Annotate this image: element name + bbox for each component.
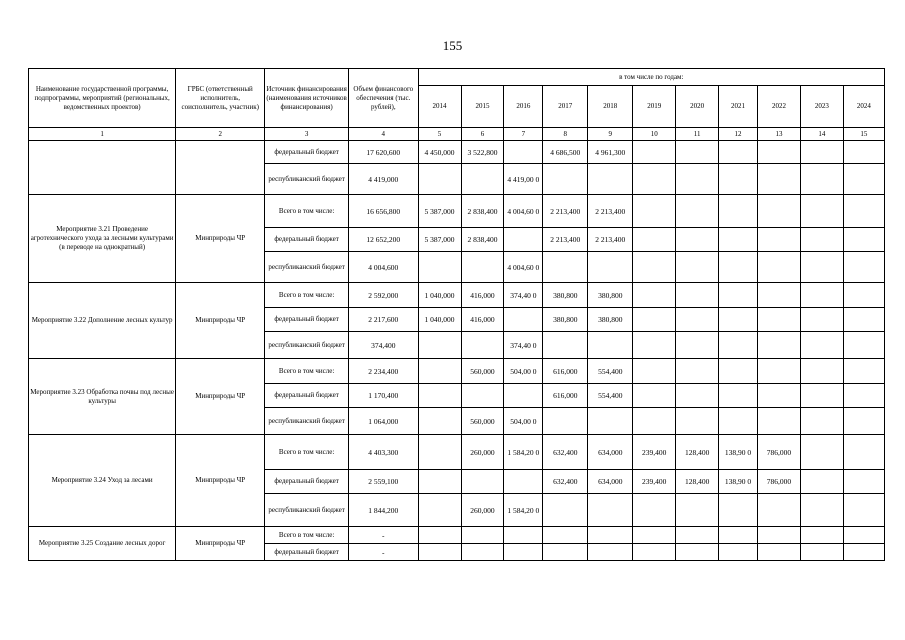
year-value-cell bbox=[800, 228, 843, 252]
year-value-cell: 560,000 bbox=[461, 359, 504, 384]
header-year: 2020 bbox=[676, 86, 719, 128]
year-value-cell bbox=[504, 544, 543, 561]
year-value-cell: 416,000 bbox=[461, 283, 504, 308]
year-value-cell bbox=[633, 141, 676, 164]
column-number: 13 bbox=[757, 128, 800, 141]
year-value-cell: 632,400 bbox=[543, 470, 588, 494]
year-value-cell bbox=[843, 164, 884, 195]
year-value-cell: 374,40 0 bbox=[504, 332, 543, 359]
year-value-cell: 239,400 bbox=[633, 470, 676, 494]
year-value-cell bbox=[757, 494, 800, 527]
year-value-cell bbox=[418, 384, 461, 408]
year-value-cell: 5 387,000 bbox=[418, 228, 461, 252]
year-value-cell bbox=[843, 384, 884, 408]
total-cell: 4 419,000 bbox=[349, 164, 419, 195]
year-value-cell bbox=[418, 252, 461, 283]
total-cell: 1 170,400 bbox=[349, 384, 419, 408]
year-value-cell bbox=[676, 332, 719, 359]
year-value-cell: 554,400 bbox=[588, 359, 633, 384]
header-year: 2017 bbox=[543, 86, 588, 128]
year-value-cell bbox=[719, 195, 758, 228]
year-value-cell bbox=[719, 283, 758, 308]
header-year: 2015 bbox=[461, 86, 504, 128]
year-value-cell bbox=[719, 252, 758, 283]
grbs-cell: Минприроды ЧР bbox=[176, 435, 265, 527]
year-value-cell bbox=[504, 527, 543, 544]
source-cell: Всего в том числе: bbox=[265, 195, 349, 228]
year-value-cell: 3 522,800 bbox=[461, 141, 504, 164]
year-value-cell: 4 419,00 0 bbox=[504, 164, 543, 195]
year-value-cell bbox=[800, 470, 843, 494]
header-year: 2024 bbox=[843, 86, 884, 128]
page-number: 155 bbox=[442, 38, 463, 53]
year-value-cell bbox=[418, 544, 461, 561]
year-value-cell bbox=[843, 252, 884, 283]
activity-name: Мероприятие 3.21 Проведение агротехнического ухода за лесными культурами (в переводе на однократный) bbox=[29, 195, 176, 283]
year-value-cell: 2 213,400 bbox=[543, 228, 588, 252]
year-value-cell bbox=[843, 359, 884, 384]
activity-name: Мероприятие 3.23 Обработка почвы под лесные культуры bbox=[29, 359, 176, 435]
year-value-cell: 632,400 bbox=[543, 435, 588, 470]
year-value-cell bbox=[504, 228, 543, 252]
header-year: 2019 bbox=[633, 86, 676, 128]
total-cell: 17 620,600 bbox=[349, 141, 419, 164]
year-value-cell bbox=[676, 544, 719, 561]
header-year: 2018 bbox=[588, 86, 633, 128]
year-value-cell bbox=[461, 527, 504, 544]
header-grbs: ГРБС (ответственный исполнитель, соисполнитель, участник) bbox=[176, 69, 265, 128]
year-value-cell bbox=[757, 408, 800, 435]
year-value-cell: 128,400 bbox=[676, 435, 719, 470]
year-value-cell bbox=[719, 384, 758, 408]
year-value-cell bbox=[757, 384, 800, 408]
year-value-cell bbox=[676, 527, 719, 544]
total-cell: 1 844,200 bbox=[349, 494, 419, 527]
year-value-cell bbox=[800, 141, 843, 164]
activity-name bbox=[29, 141, 176, 195]
year-value-cell bbox=[543, 332, 588, 359]
funding-table bbox=[28, 68, 885, 561]
source-cell: Всего в том числе: bbox=[265, 359, 349, 384]
total-cell: 1 064,000 bbox=[349, 408, 419, 435]
year-value-cell: 560,000 bbox=[461, 408, 504, 435]
year-value-cell bbox=[543, 408, 588, 435]
year-value-cell bbox=[757, 228, 800, 252]
total-cell: 16 656,800 bbox=[349, 195, 419, 228]
source-cell: Всего в том числе: bbox=[265, 527, 349, 544]
year-value-cell bbox=[676, 228, 719, 252]
year-value-cell bbox=[719, 164, 758, 195]
year-value-cell: 138,90 0 bbox=[719, 470, 758, 494]
year-value-cell bbox=[719, 544, 758, 561]
year-value-cell: 4 004,60 0 bbox=[504, 252, 543, 283]
year-value-cell bbox=[588, 527, 633, 544]
year-value-cell: 634,000 bbox=[588, 435, 633, 470]
year-value-cell bbox=[676, 308, 719, 332]
year-value-cell bbox=[461, 332, 504, 359]
year-value-cell bbox=[800, 359, 843, 384]
year-value-cell bbox=[800, 494, 843, 527]
year-value-cell bbox=[588, 332, 633, 359]
year-value-cell bbox=[800, 408, 843, 435]
year-value-cell bbox=[757, 544, 800, 561]
year-value-cell bbox=[843, 283, 884, 308]
year-value-cell: 4 004,60 0 bbox=[504, 195, 543, 228]
year-value-cell bbox=[719, 228, 758, 252]
year-value-cell bbox=[588, 408, 633, 435]
year-value-cell: 260,000 bbox=[461, 494, 504, 527]
column-number: 9 bbox=[588, 128, 633, 141]
year-value-cell bbox=[543, 527, 588, 544]
year-value-cell bbox=[633, 332, 676, 359]
year-value-cell bbox=[757, 283, 800, 308]
source-cell: республиканский бюджет bbox=[265, 252, 349, 283]
source-cell: федеральный бюджет bbox=[265, 544, 349, 561]
year-value-cell bbox=[588, 494, 633, 527]
year-value-cell bbox=[418, 470, 461, 494]
year-value-cell bbox=[843, 308, 884, 332]
year-value-cell bbox=[800, 544, 843, 561]
column-number: 5 bbox=[418, 128, 461, 141]
column-number: 10 bbox=[633, 128, 676, 141]
source-cell: республиканский бюджет bbox=[265, 332, 349, 359]
year-value-cell bbox=[504, 470, 543, 494]
year-value-cell bbox=[633, 408, 676, 435]
table-row bbox=[29, 141, 885, 164]
year-value-cell bbox=[757, 359, 800, 384]
year-value-cell bbox=[418, 359, 461, 384]
year-value-cell bbox=[418, 332, 461, 359]
table-row bbox=[29, 195, 885, 228]
total-cell: 4 403,300 bbox=[349, 435, 419, 470]
year-value-cell bbox=[504, 141, 543, 164]
source-cell: республиканский бюджет bbox=[265, 494, 349, 527]
column-number: 6 bbox=[461, 128, 504, 141]
year-value-cell: 1 584,20 0 bbox=[504, 435, 543, 470]
year-value-cell bbox=[504, 384, 543, 408]
header-total: Объем финансового обеспечения (тыс. рублей), bbox=[349, 69, 419, 128]
year-value-cell bbox=[757, 195, 800, 228]
year-value-cell: 138,90 0 bbox=[719, 435, 758, 470]
year-value-cell bbox=[800, 195, 843, 228]
year-value-cell bbox=[633, 527, 676, 544]
year-value-cell bbox=[843, 470, 884, 494]
year-value-cell bbox=[543, 544, 588, 561]
year-value-cell bbox=[633, 308, 676, 332]
total-cell: - bbox=[349, 544, 419, 561]
column-number: 7 bbox=[504, 128, 543, 141]
year-value-cell bbox=[676, 408, 719, 435]
year-value-cell bbox=[418, 494, 461, 527]
year-value-cell: 2 213,400 bbox=[588, 195, 633, 228]
source-cell: федеральный бюджет bbox=[265, 228, 349, 252]
year-value-cell: 128,400 bbox=[676, 470, 719, 494]
table-row bbox=[29, 359, 885, 384]
grbs-cell: Минприроды ЧР bbox=[176, 359, 265, 435]
header-year: 2021 bbox=[719, 86, 758, 128]
column-number: 2 bbox=[176, 128, 265, 141]
source-cell: федеральный бюджет bbox=[265, 141, 349, 164]
year-value-cell bbox=[418, 435, 461, 470]
year-value-cell bbox=[843, 494, 884, 527]
year-value-cell bbox=[843, 527, 884, 544]
year-value-cell bbox=[633, 384, 676, 408]
year-value-cell bbox=[676, 283, 719, 308]
year-value-cell: 1 584,20 0 bbox=[504, 494, 543, 527]
source-cell: республиканский бюджет bbox=[265, 408, 349, 435]
year-value-cell: 1 040,000 bbox=[418, 308, 461, 332]
year-value-cell bbox=[800, 527, 843, 544]
year-value-cell bbox=[843, 408, 884, 435]
year-value-cell: 260,000 bbox=[461, 435, 504, 470]
grbs-cell: Минприроды ЧР bbox=[176, 527, 265, 561]
year-value-cell bbox=[800, 384, 843, 408]
year-value-cell bbox=[843, 195, 884, 228]
year-value-cell: 380,800 bbox=[543, 308, 588, 332]
total-cell: 2 592,000 bbox=[349, 283, 419, 308]
year-value-cell: 2 838,400 bbox=[461, 228, 504, 252]
column-number: 3 bbox=[265, 128, 349, 141]
year-value-cell: 786,000 bbox=[757, 435, 800, 470]
year-value-cell bbox=[588, 544, 633, 561]
year-value-cell bbox=[757, 141, 800, 164]
year-value-cell bbox=[719, 527, 758, 544]
year-value-cell bbox=[543, 494, 588, 527]
year-value-cell bbox=[633, 359, 676, 384]
year-value-cell: 1 040,000 bbox=[418, 283, 461, 308]
year-value-cell bbox=[676, 359, 719, 384]
grbs-cell bbox=[176, 141, 265, 195]
year-value-cell bbox=[800, 332, 843, 359]
year-value-cell bbox=[843, 544, 884, 561]
year-value-cell bbox=[719, 408, 758, 435]
total-cell: 2 234,400 bbox=[349, 359, 419, 384]
year-value-cell bbox=[633, 228, 676, 252]
activity-name: Мероприятие 3.22 Дополнение лесных культур bbox=[29, 283, 176, 359]
source-cell: Всего в том числе: bbox=[265, 283, 349, 308]
total-cell: 2 217,600 bbox=[349, 308, 419, 332]
source-cell: федеральный бюджет bbox=[265, 384, 349, 408]
year-value-cell bbox=[800, 164, 843, 195]
header-year: 2022 bbox=[757, 86, 800, 128]
year-value-cell: 4 450,000 bbox=[418, 141, 461, 164]
year-value-cell: 374,40 0 bbox=[504, 283, 543, 308]
table-row bbox=[29, 435, 885, 470]
total-cell: 4 004,600 bbox=[349, 252, 419, 283]
year-value-cell bbox=[757, 164, 800, 195]
source-cell: Всего в том числе: bbox=[265, 435, 349, 470]
year-value-cell: 4 686,500 bbox=[543, 141, 588, 164]
year-value-cell bbox=[843, 141, 884, 164]
header-source: Источник финансирования (наименования источников финансирования) bbox=[265, 69, 349, 128]
activity-name: Мероприятие 3.25 Создание лесных дорог bbox=[29, 527, 176, 561]
table-row bbox=[29, 283, 885, 308]
year-value-cell bbox=[800, 435, 843, 470]
year-value-cell bbox=[504, 308, 543, 332]
year-value-cell bbox=[719, 308, 758, 332]
year-value-cell bbox=[633, 494, 676, 527]
year-value-cell: 4 961,300 bbox=[588, 141, 633, 164]
year-value-cell bbox=[757, 308, 800, 332]
year-value-cell: 2 213,400 bbox=[588, 228, 633, 252]
header-year: 2014 bbox=[418, 86, 461, 128]
year-value-cell: 616,000 bbox=[543, 384, 588, 408]
year-value-cell bbox=[757, 527, 800, 544]
year-value-cell: 2 838,400 bbox=[461, 195, 504, 228]
column-number: 15 bbox=[843, 128, 884, 141]
year-value-cell bbox=[633, 195, 676, 228]
year-value-cell bbox=[633, 164, 676, 195]
header-program: Наименование государственной программы, подпрограммы, мероприятий (региональных, ведомственных проектов) bbox=[29, 69, 176, 128]
year-value-cell: 634,000 bbox=[588, 470, 633, 494]
table-row bbox=[29, 527, 885, 544]
year-value-cell bbox=[588, 164, 633, 195]
header-years-group: в том числе по годам: bbox=[418, 69, 884, 86]
year-value-cell bbox=[676, 164, 719, 195]
year-value-cell bbox=[461, 384, 504, 408]
year-value-cell bbox=[843, 228, 884, 252]
year-value-cell bbox=[461, 252, 504, 283]
year-value-cell bbox=[418, 164, 461, 195]
column-number: 14 bbox=[800, 128, 843, 141]
year-value-cell bbox=[800, 252, 843, 283]
year-value-cell bbox=[543, 164, 588, 195]
activity-name: Мероприятие 3.24 Уход за лесами bbox=[29, 435, 176, 527]
column-number: 12 bbox=[719, 128, 758, 141]
year-value-cell: 504,00 0 bbox=[504, 359, 543, 384]
year-value-cell bbox=[676, 384, 719, 408]
year-value-cell bbox=[719, 141, 758, 164]
source-cell: республиканский бюджет bbox=[265, 164, 349, 195]
grbs-cell: Минприроды ЧР bbox=[176, 195, 265, 283]
year-value-cell bbox=[843, 435, 884, 470]
year-value-cell bbox=[719, 359, 758, 384]
grbs-cell: Минприроды ЧР bbox=[176, 283, 265, 359]
year-value-cell bbox=[757, 332, 800, 359]
year-value-cell bbox=[843, 332, 884, 359]
total-cell: 12 652,200 bbox=[349, 228, 419, 252]
column-number: 4 bbox=[349, 128, 419, 141]
year-value-cell: 554,400 bbox=[588, 384, 633, 408]
year-value-cell bbox=[588, 252, 633, 283]
year-value-cell: 380,800 bbox=[588, 308, 633, 332]
source-cell: федеральный бюджет bbox=[265, 308, 349, 332]
year-value-cell: 380,800 bbox=[588, 283, 633, 308]
year-value-cell bbox=[633, 544, 676, 561]
year-value-cell: 380,800 bbox=[543, 283, 588, 308]
year-value-cell: 239,400 bbox=[633, 435, 676, 470]
year-value-cell bbox=[461, 164, 504, 195]
year-value-cell: 2 213,400 bbox=[543, 195, 588, 228]
year-value-cell bbox=[719, 332, 758, 359]
year-value-cell: 504,00 0 bbox=[504, 408, 543, 435]
column-number: 1 bbox=[29, 128, 176, 141]
year-value-cell bbox=[633, 252, 676, 283]
total-cell: 2 559,100 bbox=[349, 470, 419, 494]
header-year: 2023 bbox=[800, 86, 843, 128]
year-value-cell bbox=[719, 494, 758, 527]
year-value-cell: 786,000 bbox=[757, 470, 800, 494]
column-number: 8 bbox=[543, 128, 588, 141]
year-value-cell bbox=[461, 470, 504, 494]
year-value-cell bbox=[418, 408, 461, 435]
year-value-cell bbox=[757, 252, 800, 283]
year-value-cell bbox=[633, 283, 676, 308]
year-value-cell bbox=[800, 283, 843, 308]
year-value-cell bbox=[461, 544, 504, 561]
year-value-cell bbox=[676, 252, 719, 283]
header-year: 2016 bbox=[504, 86, 543, 128]
year-value-cell bbox=[676, 141, 719, 164]
year-value-cell: 416,000 bbox=[461, 308, 504, 332]
year-value-cell bbox=[800, 308, 843, 332]
year-value-cell: 5 387,000 bbox=[418, 195, 461, 228]
total-cell: 374,400 bbox=[349, 332, 419, 359]
total-cell: - bbox=[349, 527, 419, 544]
year-value-cell: 616,000 bbox=[543, 359, 588, 384]
year-value-cell bbox=[676, 494, 719, 527]
year-value-cell bbox=[676, 195, 719, 228]
column-number: 11 bbox=[676, 128, 719, 141]
year-value-cell bbox=[418, 527, 461, 544]
year-value-cell bbox=[543, 252, 588, 283]
source-cell: федеральный бюджет bbox=[265, 470, 349, 494]
